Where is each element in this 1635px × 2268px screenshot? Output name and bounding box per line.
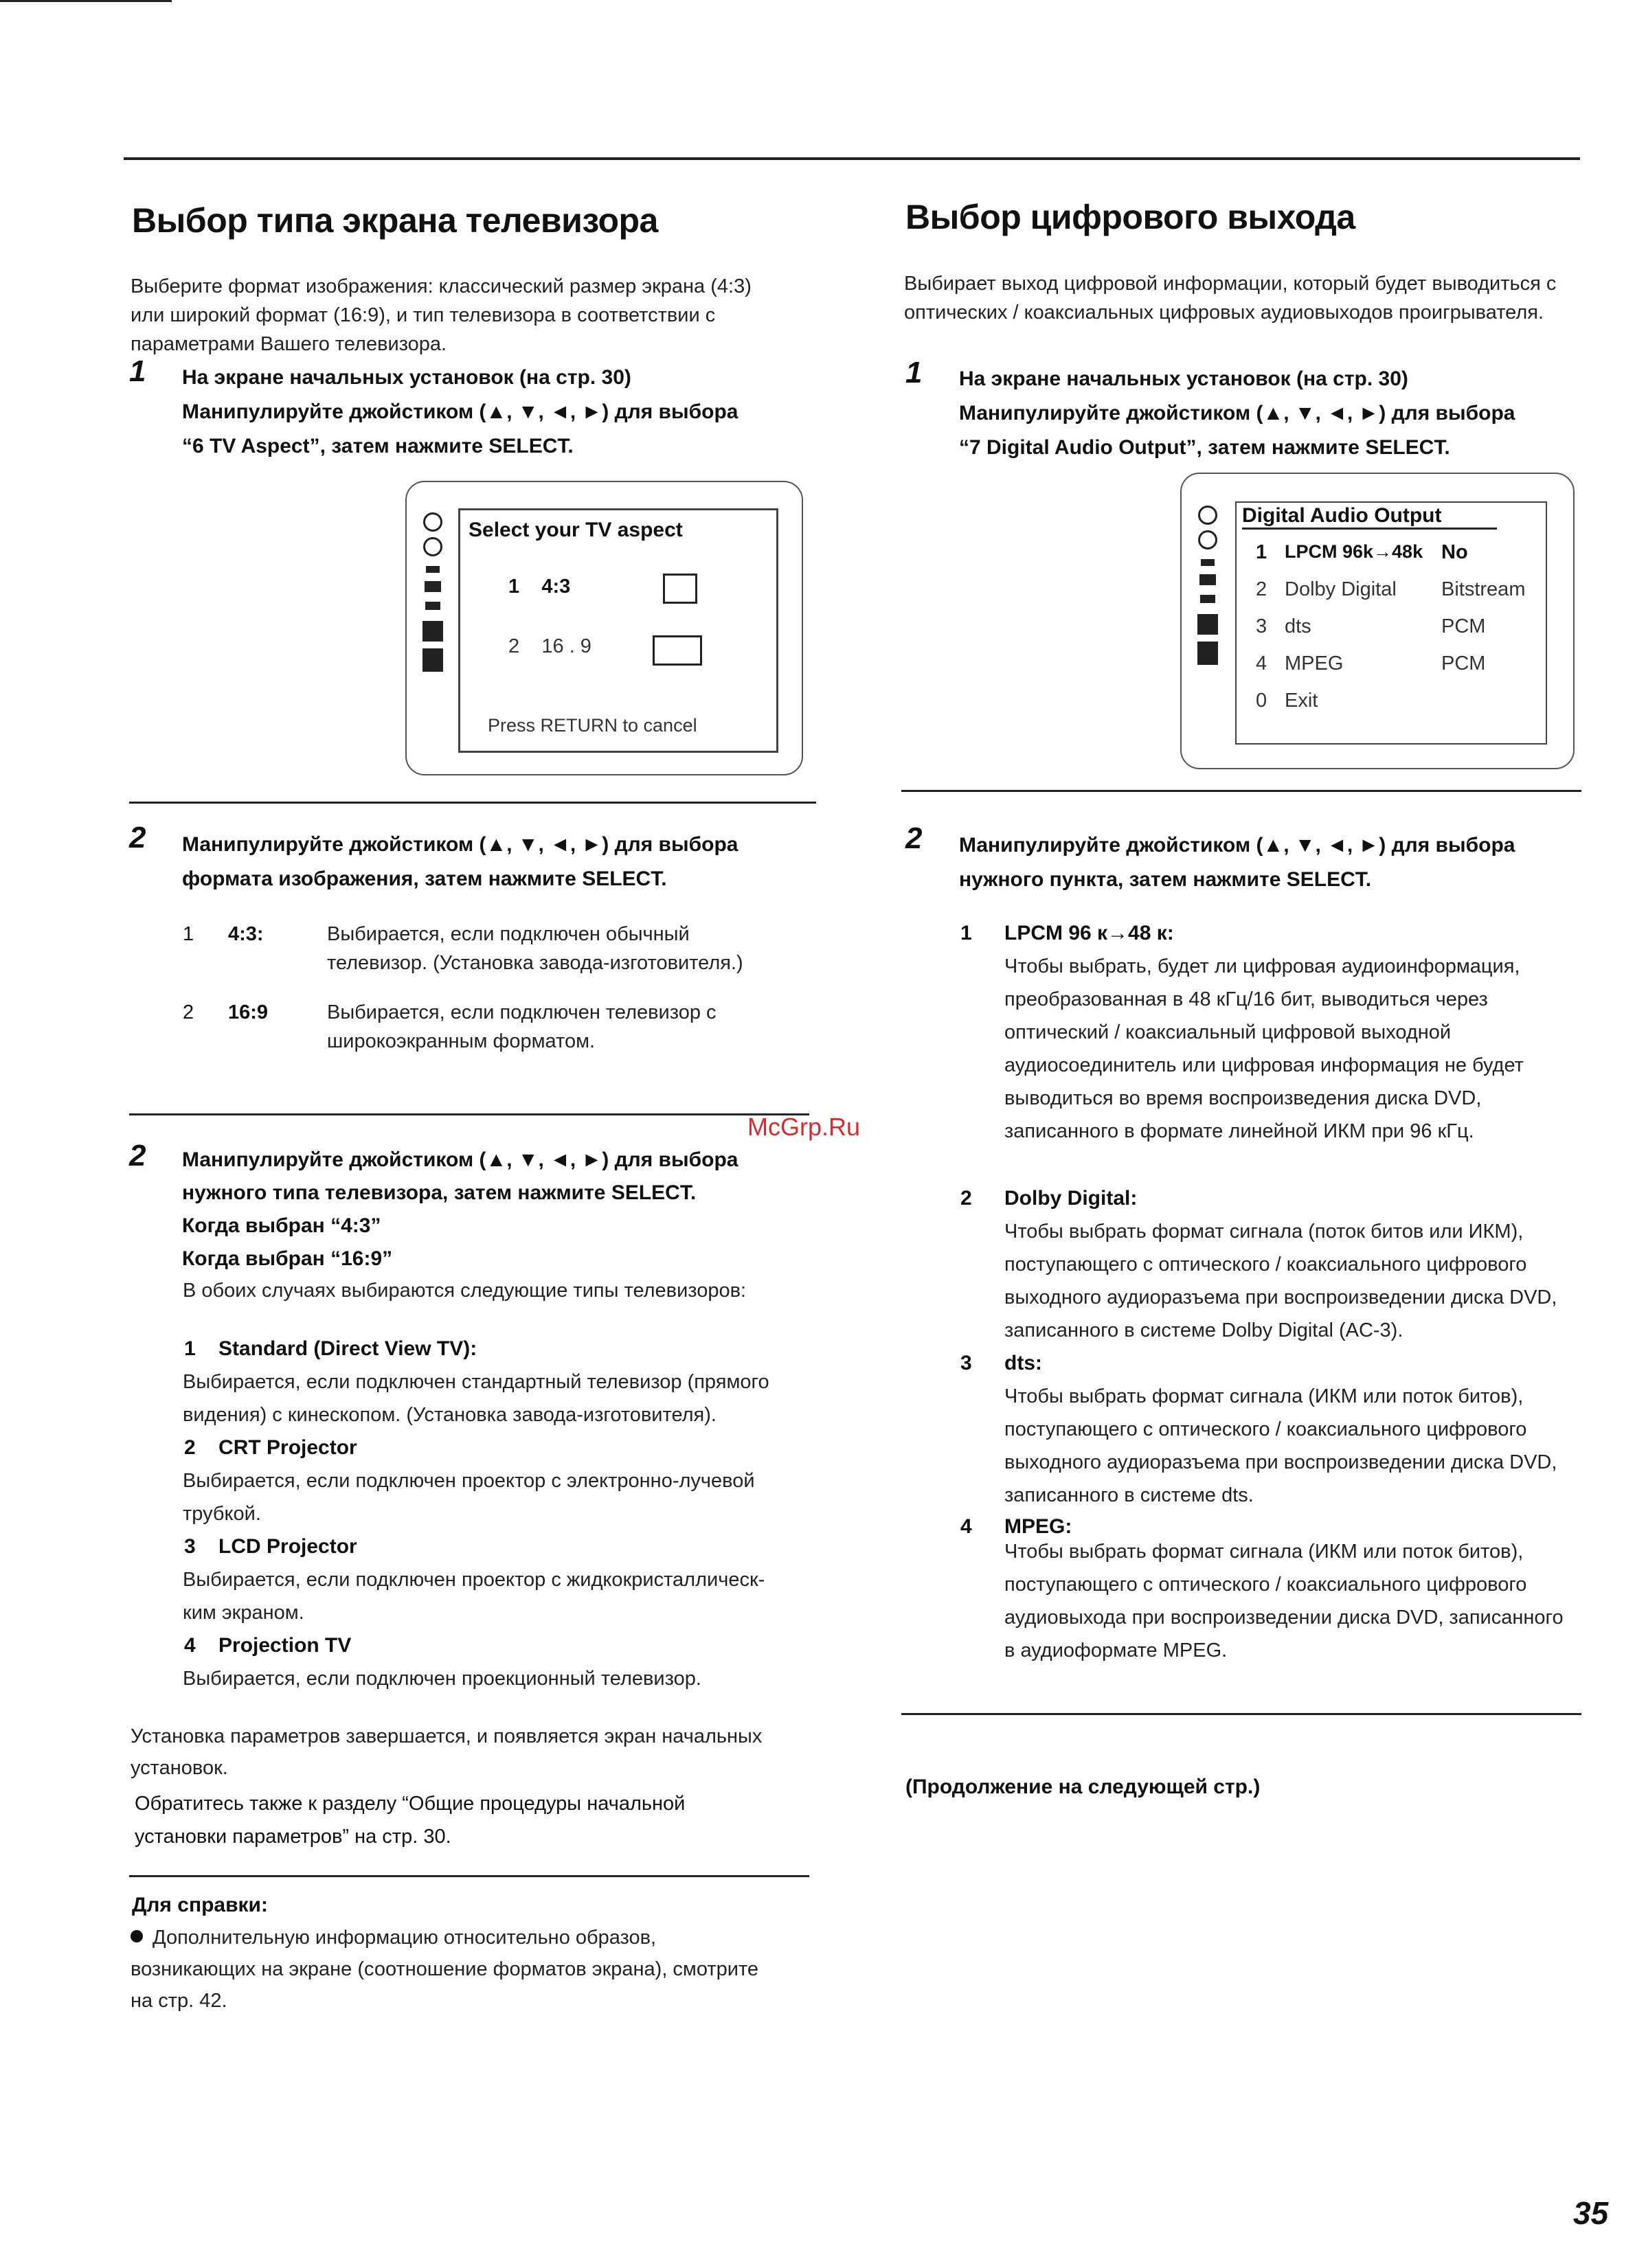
- tv-type-crt-title: 2 CRT Projector: [184, 1436, 357, 1459]
- audio-item-dts-title: dts:: [1004, 1352, 1042, 1374]
- audio-item-dolby-number: 2: [960, 1187, 972, 1210]
- left-step2b-note: В обоих случаях выбираются следующие типы телевизоров:: [183, 1280, 747, 1302]
- menu-icons: [420, 510, 445, 672]
- right-heading: Выбор цифрового выхода: [905, 198, 1355, 236]
- right-step2-number: 2: [905, 821, 923, 855]
- aspect-item-16-9: 2 16:9 Выбирается, если подключен телевизор с широкоэкранным форматом.: [183, 1001, 717, 1052]
- left-step2a-text: Манипулируйте джойстиком (▲, ▼, ◄, ►) для выбора формата изображения, затем нажмите SELECT.: [182, 833, 738, 890]
- audio-row-mpeg[interactable]: 4 MPEG PCM: [1256, 653, 1486, 674]
- left-step2a-number: 2: [129, 821, 146, 854]
- menu-icons: [1195, 503, 1220, 665]
- tv-type-crt-desc: Выбирается, если подключен проектор с электронно-лучевой трубкой.: [183, 1470, 755, 1525]
- refer-text: Обратитесь также к разделу “Общие процедуры начальной установки параметров” на стр. 30.: [135, 1793, 686, 1848]
- tv-aspect-screen: [405, 481, 803, 775]
- left-step1-number: 1: [129, 354, 146, 388]
- audio-item-mpeg-title: MPEG:: [1004, 1515, 1072, 1538]
- audio-item-mpeg-desc: Чтобы выбрать формат сигнала (ИКМ или поток битов), поступающего с оптического / коаксиального цифрового аудиовыхода при воспроизведении диска DVD, записанного в аудиоформате MPEG.: [1004, 1541, 1564, 1662]
- option-4-3[interactable]: 1 4:3: [508, 576, 571, 598]
- aspect-item-4-3: 1 4:3: Выбирается, если подключен обычный телевизор. (Установка завода-изготовителя.): [183, 923, 743, 974]
- left-intro: Выберите формат изображения: классический размер экрана (4:3) или широкий формат (16:9), и тип телевизора в соответствии с параметрами Вашего телевизора.: [131, 275, 752, 355]
- audio-item-lpcm-title: LPCM 96 к→48 к:: [1004, 922, 1174, 944]
- return-hint: Press RETURN to cancel: [488, 715, 697, 736]
- digital-audio-dialog: [1235, 501, 1547, 745]
- left-divider-2: [129, 1113, 809, 1115]
- digital-audio-screen: [1180, 473, 1575, 769]
- tv-type-standard-title: 1 Standard (Direct View TV):: [184, 1337, 477, 1360]
- left-step1-text: На экране начальных установок (на стр. 30) Манипулируйте джойстиком (▲, ▼, ◄, ►) для выбора “6 TV Aspect”, затем нажмите SELECT.: [182, 366, 738, 457]
- tv-aspect-title: Select your TV aspect: [469, 519, 683, 541]
- audio-item-mpeg-number: 4: [960, 1515, 972, 1538]
- corner-mark: [0, 0, 172, 2]
- reference-title: Для справки:: [132, 1894, 268, 1916]
- option-16-9[interactable]: 2 16 . 9: [508, 635, 591, 657]
- audio-item-lpcm-number: 1: [960, 922, 972, 944]
- completion-text: Установка параметров завершается, и появляется экран начальных установок.: [131, 1725, 763, 1779]
- audio-item-dts-number: 3: [960, 1352, 972, 1374]
- audio-item-dts-desc: Чтобы выбрать формат сигнала (ИКМ или поток битов), поступающего с оптического / коаксиального цифрового выходного аудиоразъема при воспроизведении диска DVD, записанного в системе dts.: [1004, 1385, 1557, 1506]
- audio-row-dts[interactable]: 3 dts PCM: [1256, 615, 1486, 637]
- left-divider-1: [129, 802, 816, 804]
- digital-audio-title: Digital Audio Output: [1242, 504, 1497, 530]
- right-divider-2: [901, 1713, 1581, 1715]
- right-intro: Выбирает выход цифровой информации, который будет выводиться с оптических / коаксиальных цифровых аудиовыходов проигрывателя.: [904, 273, 1557, 324]
- continued-note: (Продолжение на следующей стр.): [905, 1776, 1261, 1798]
- audio-row-exit[interactable]: 0 Exit: [1256, 690, 1318, 712]
- bullet-icon: [131, 1930, 143, 1942]
- right-step1-number: 1: [905, 356, 923, 389]
- right-divider-1: [901, 790, 1581, 792]
- audio-item-dolby-desc: Чтобы выбрать формат сигнала (поток битов или ИКМ), поступающего с оптического / коаксиального цифрового выходного аудиоразъема при воспроизведении диска DVD, записанного в системе Dolby Digital (AC-3).: [1004, 1221, 1557, 1341]
- top-rule: [124, 157, 1580, 160]
- audio-row-dolby[interactable]: 2 Dolby Digital Bitstream: [1256, 578, 1526, 600]
- left-divider-3: [129, 1875, 809, 1877]
- tv-type-projection-desc: Выбирается, если подключен проекционный телевизор.: [183, 1668, 701, 1690]
- tv-type-projection-title: 4 Projection TV: [184, 1634, 352, 1657]
- audio-item-dolby-title: Dolby Digital:: [1004, 1187, 1138, 1210]
- option-16-9-box: [653, 635, 702, 666]
- tv-type-standard-desc: Выбирается, если подключен стандартный телевизор (прямого видения) с кинескопом. (Установка завода-изготовителя).: [183, 1371, 769, 1426]
- tv-type-lcd-desc: Выбирается, если подключен проектор с жидкокристаллическ- ким экраном.: [183, 1569, 765, 1624]
- option-4-3-box: [663, 574, 697, 604]
- reference-text: Дополнительную информацию относительно образов, возникающих на экране (соотношение форматов экрана), смотрите на стр. 42.: [131, 1927, 759, 2012]
- left-heading: Выбор типа экрана телевизора: [132, 201, 658, 240]
- left-step2b-text: Манипулируйте джойстиком (▲, ▼, ◄, ►) для выбора нужного типа телевизора, затем нажмите SELECT. Когда выбран “4:3” Когда выбран “16:9”: [182, 1148, 738, 1270]
- right-step2-text: Манипулируйте джойстиком (▲, ▼, ◄, ►) для выбора нужного пункта, затем нажмите SELECT.: [959, 834, 1515, 891]
- page-number: 35: [1573, 2195, 1609, 2231]
- audio-row-lpcm[interactable]: 1 LPCM 96k→48k No: [1256, 541, 1468, 563]
- tv-aspect-dialog: [458, 508, 778, 753]
- right-step1-text: На экране начальных установок (на стр. 30) Манипулируйте джойстиком (▲, ▼, ◄, ►) для выбора “7 Digital Audio Output”, затем нажмите SELECT.: [959, 367, 1515, 459]
- tv-type-lcd-title: 3 LCD Projector: [184, 1535, 357, 1558]
- audio-item-lpcm-desc: Чтобы выбрать, будет ли цифровая аудиоинформация, преобразованная в 48 кГц/16 бит, выводиться через оптический / коаксиальный цифровой выходной аудиосоединитель или цифровая информация не будет выводиться во время воспроизведения диска DVD, записанного в формате линейной ИКМ при 96 кГц.: [1004, 955, 1524, 1142]
- watermark: McGrp.Ru: [747, 1113, 861, 1141]
- left-step2b-number: 2: [129, 1139, 146, 1172]
